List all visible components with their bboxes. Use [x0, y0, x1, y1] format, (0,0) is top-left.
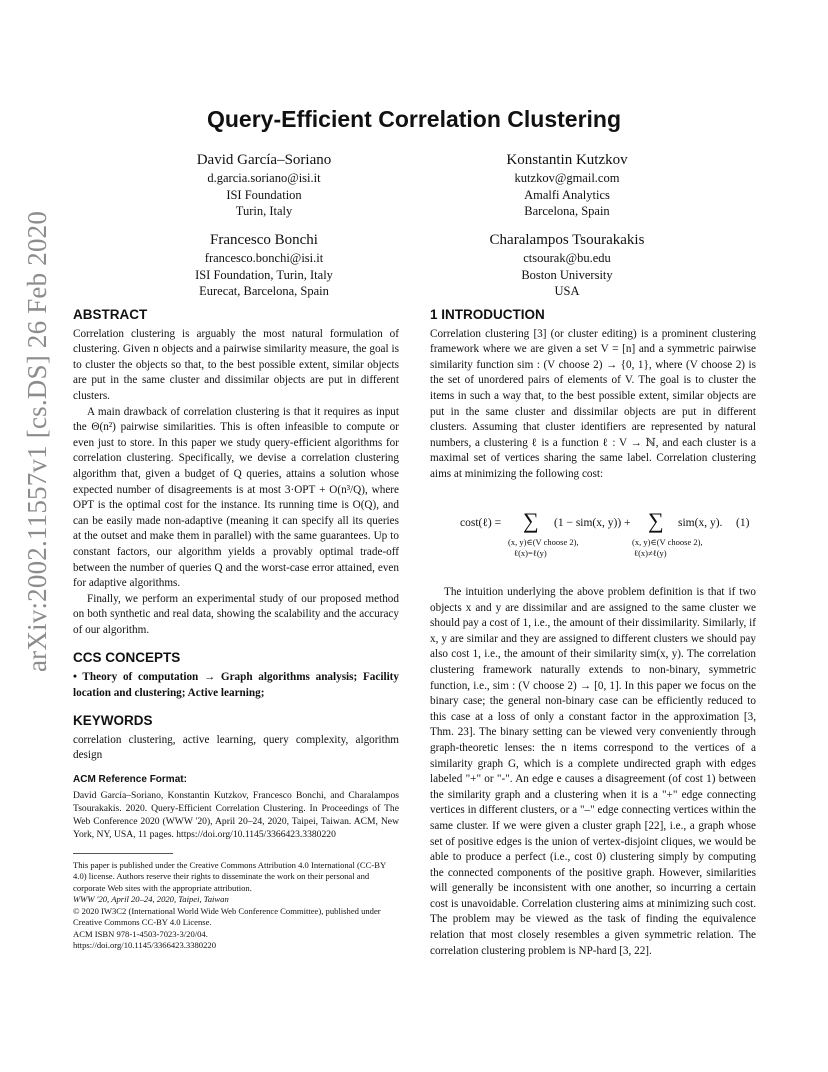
- author-location: Eurecat, Barcelona, Spain: [199, 284, 329, 298]
- right-column-top: [430, 307, 756, 483]
- author-name: Francesco Bonchi: [210, 232, 318, 248]
- author-email: d.garcia.soriano@isi.it: [207, 171, 321, 185]
- intro-paragraph: The intuition underlying the above problem definition is that if two objects x and y are dissimilar and are assigned to the same cluster we should pay a cost of 1, i.e., the amount of their dissimilarity. Similarly, if x, y are similar and they are assigned to different clusters we should pay also cost 1, i.e., the amount of their similarity sim(x, y). The correlation clustering framework naturally extends to non-binary, symmetric function, i.e., sim : (V choose 2) → [0, 1]. In this paper we focus on the binary case; the general non-binary case can be efficiently reduced to this case at a loss of only a constant factor in the approximation [3, Thm. 23]. The binary setting can be viewed very conveniently through graph-theoretic lenses: the n items correspond to the vertices of a similarity graph G, which is a complete undirected graph with edges labeled "+" or "-". An edge e causes a disagreement (of cost 1) between the similarity graph and a clustering when it is a "+" edge connecting vertices in different clusters, or a "–" edge connecting vertices within the same cluster. If we were given a cluster graph [22], i.e., a graph whose set of positive edges is the union of vertex-disjoint cliques, we would be able to produce a perfect (i.e., cost 0) clustering simply by computing the connected components of the positive graph. However, similarities will generally be inconsistent with one another, so incurring a certain cost is unavoidable. Correlation clustering aims at minimizing such cost. The problem may be viewed as the task of finding the equivalence relation that most closely resembles a given symmetric relation. The correlation clustering problem is NP-hard [3, 22].: [430, 586, 756, 957]
- ccs-heading: CCS CONCEPTS: [73, 650, 181, 666]
- author-name: Charalampos Tsourakakis: [489, 232, 645, 248]
- author-email: francesco.bonchi@isi.it: [204, 251, 324, 265]
- sum-subscript: (x, y)∈(V choose 2),: [632, 537, 703, 547]
- intro-paragraph: Correlation clustering [3] (or cluster editing) is a prominent clustering framework where we are given a set V = [n] and a symmetric pairwise similarity function sim : (V choose 2) → {0, 1}, where (V choose 2) is the set of unordered pairs of elements of V. The goal is to cluster the items in such a way that, to the best possible extent, similar objects are put in the same cluster and dissimilar objects are put in different clusters. Assuming that cluster identifiers are represented by natural numbers, a clustering ℓ is a function ℓ : V → ℕ, and each cluster is a maximal set of vertices sharing the same label. Correlation clustering aims at minimizing the following cost:: [430, 327, 756, 480]
- author-affiliation: ISI Foundation: [226, 187, 302, 202]
- paper-title: Query-Efficient Correlation Clustering: [206, 106, 622, 132]
- author-block: [114, 150, 414, 220]
- footnote-isbn: ACM ISBN 978-1-4503-7023-3/20/04.: [73, 928, 208, 939]
- author-affiliation: ISI Foundation, Turin, Italy: [195, 267, 333, 282]
- author-block: [417, 150, 717, 220]
- right-column-bottom: [430, 585, 756, 959]
- sum-subscript: ℓ(x)≠ℓ(y): [634, 548, 667, 558]
- acm-ref-heading: ACM Reference Format:: [73, 774, 187, 786]
- keywords-text: correlation clustering, active learning, query complexity, algorithm design: [73, 733, 399, 762]
- author-name: Konstantin Kutzkov: [506, 152, 628, 168]
- ccs-concepts: • Theory of computation → Graph algorithms analysis; Facility location and clustering; Active learning;: [73, 671, 399, 699]
- sum-symbol: ∑: [523, 508, 539, 533]
- abstract-heading: ABSTRACT: [73, 307, 148, 322]
- footnote-doi: https://doi.org/10.1145/3366423.3380220: [73, 940, 216, 951]
- footnote-copyright: © 2020 IW3C2 (International World Wide Web Conference Committee), published under Creative Commons CC-BY 4.0 License.: [73, 905, 381, 928]
- equation-number: (1): [736, 517, 750, 529]
- author-location: USA: [554, 284, 580, 298]
- equation-lhs: cost(ℓ) =: [460, 517, 502, 529]
- arxiv-stamp: arXiv:2002.11557v1 [cs.DS] 26 Feb 2020: [22, 210, 52, 672]
- sum-subscript: ℓ(x)=ℓ(y): [514, 548, 547, 558]
- author-affiliation: Boston University: [521, 267, 613, 282]
- author-name: David García–Soriano: [196, 152, 332, 168]
- author-email: kutzkov@gmail.com: [514, 171, 620, 185]
- sum-symbol: ∑: [648, 508, 664, 533]
- author-block: [417, 230, 717, 300]
- author-affiliation: Amalfi Analytics: [524, 187, 610, 202]
- acm-ref-text: David García–Soriano, Konstantin Kutzkov, Francesco Bonchi, and Charalampos Tsourakakis. 2020. Query-Efficient Correlation Clustering. In Proceedings of The Web Conference 2020 (WWW '20), April 20–24, 2020, Taipei, Taiwan. ACM, New York, NY, USA, 11 pages. https://doi.org/10.1145/3366423.3380220: [73, 789, 399, 840]
- sum-subscript: (x, y)∈(V choose 2),: [508, 537, 579, 547]
- abstract-paragraph: Correlation clustering is arguably the most natural formulation of clustering. Given n objects and a pairwise similarity measure, the goal is to cluster the objects so that, to the best possible extent, similar objects are put in the same cluster and dissimilar objects are put in different clusters.: [73, 327, 399, 402]
- author-email: ctsourak@bu.edu: [523, 251, 611, 265]
- abstract-paragraph: Finally, we perform an experimental study of our proposed method on both synthetic and real data, showing the scalability and the accuracy of our algorithm.: [73, 592, 399, 636]
- author-location: Turin, Italy: [235, 204, 293, 218]
- cost-equation: [430, 510, 756, 566]
- equation-term: sim(x, y).: [678, 517, 723, 529]
- keywords-heading: KEYWORDS: [73, 713, 153, 729]
- author-block: [114, 230, 414, 300]
- intro-heading: 1 INTRODUCTION: [430, 307, 545, 322]
- footnote-license: This paper is published under the Creative Commons Attribution 4.0 International (CC-BY 4.0) license. Authors reserve their rights to disseminate the work on their personal and corporate Web sites with the appropriate attribution.: [73, 859, 386, 893]
- left-column: [73, 307, 399, 952]
- abstract-paragraph: A main drawback of correlation clustering is that it requires as input the Θ(n²) pairwise similarities. This is often infeasible to compute or even just to store. In this paper we study query-efficient algorithms for correlation clustering. Specifically, we devise a correlation clustering algorithm that, given a budget of Q queries, attains a solution whose expected number of disagreements is at most 3·OPT + O(n³/Q), where OPT is the optimal cost for the instance. Its running time is O(Q), and can be easily made non-adaptive (meaning it can specify all its queries at the outset and make them in parallel) with the same guarantees. Up to constant factors, our algorithm yields a provably optimal trade-off between the number of queries Q and the worst-case error attained, even for adaptive algorithms.: [73, 405, 399, 590]
- equation-term: (1 − sim(x, y)) +: [554, 517, 631, 529]
- footnote-venue: WWW '20, April 20–24, 2020, Taipei, Taiwan: [73, 894, 229, 905]
- author-location: Barcelona, Spain: [524, 204, 610, 218]
- footnote-rule: [73, 853, 173, 854]
